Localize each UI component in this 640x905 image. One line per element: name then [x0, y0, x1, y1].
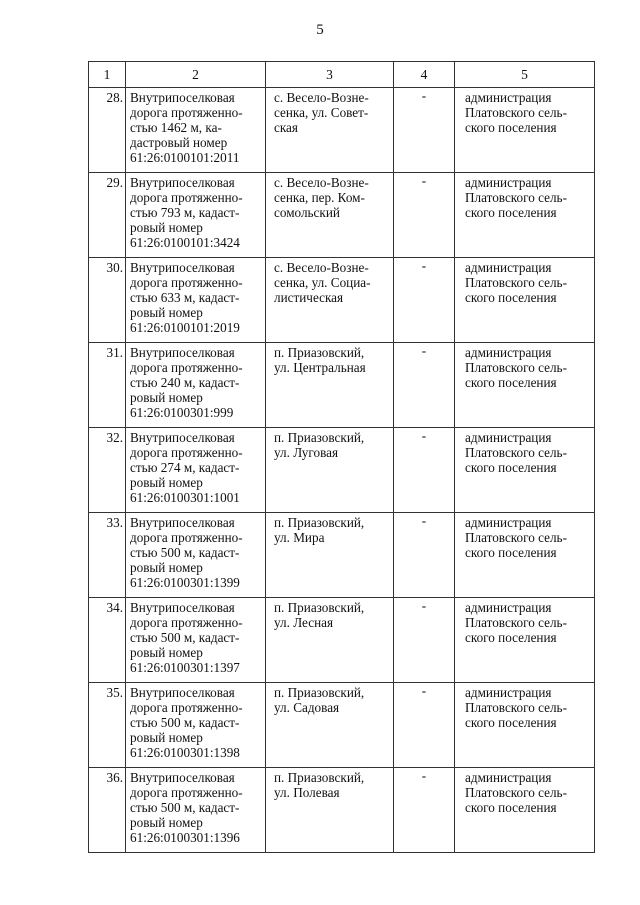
owner-line: ского поселения [465, 715, 557, 730]
object-address [266, 598, 394, 683]
object-description-line: стью 793 м, кадаст- [130, 205, 240, 220]
row-number: 34. [89, 598, 126, 683]
object-description-line: Внутрипоселковая [130, 685, 235, 700]
object-description-line: стью 500 м, кадаст- [130, 715, 240, 730]
object-description-line: стью 500 м, кадаст- [130, 800, 240, 815]
object-description-line: дорога протяженно- [130, 190, 243, 205]
object-description-line: 61:26:0100301:1396 [130, 830, 240, 845]
owner-line: администрация [465, 685, 552, 700]
column-4-value: - [394, 428, 455, 513]
owner [455, 768, 595, 853]
table-body [89, 88, 595, 853]
owner-line: ского поселения [465, 120, 557, 135]
object-address [266, 88, 394, 173]
object-description-line: Внутрипоселковая [130, 345, 235, 360]
owner-line: администрация [465, 260, 552, 275]
owner-line: Платовского сель- [465, 190, 567, 205]
owner-line: ского поселения [465, 545, 557, 560]
object-description-line: ровый номер [130, 305, 203, 320]
object-description [126, 598, 266, 683]
object-description-line: стью 500 м, кадаст- [130, 545, 240, 560]
object-description-line: дорога протяженно- [130, 275, 243, 290]
object-address-line: ул. Мира [274, 530, 325, 545]
owner-line: Платовского сель- [465, 700, 567, 715]
column-header: 5 [455, 62, 595, 88]
table-row [89, 768, 595, 853]
property-table [88, 61, 595, 853]
table-row [89, 513, 595, 598]
owner-line: Платовского сель- [465, 530, 567, 545]
object-address-line: сомольский [274, 205, 340, 220]
owner-line: администрация [465, 600, 552, 615]
owner [455, 258, 595, 343]
owner-line: Платовского сель- [465, 105, 567, 120]
column-header: 4 [394, 62, 455, 88]
owner-line: ского поселения [465, 630, 557, 645]
object-description-line: ровый номер [130, 560, 203, 575]
object-description-line: 61:26:0100301:1397 [130, 660, 240, 675]
table-row [89, 683, 595, 768]
owner [455, 513, 595, 598]
column-4-value: - [394, 513, 455, 598]
object-description-line: 61:26:0100301:1001 [130, 490, 240, 505]
owner [455, 88, 595, 173]
object-description [126, 513, 266, 598]
object-description-line: 61:26:0100301:1399 [130, 575, 240, 590]
owner-line: ского поселения [465, 800, 557, 815]
table-row [89, 598, 595, 683]
row-number: 29. [89, 173, 126, 258]
object-description-line: стью 240 м, кадаст- [130, 375, 240, 390]
object-description [126, 683, 266, 768]
object-description-line: дастровый номер [130, 135, 228, 150]
table-row [89, 88, 595, 173]
object-description-line: 61:26:0100301:1398 [130, 745, 240, 760]
object-description [126, 173, 266, 258]
owner-line: Платовского сель- [465, 445, 567, 460]
table-header-row [89, 62, 595, 88]
object-address-line: ская [274, 120, 298, 135]
object-address-line: с. Весело-Возне- [274, 175, 369, 190]
object-description-line: стью 500 м, кадаст- [130, 630, 240, 645]
object-description-line: ровый номер [130, 815, 203, 830]
table-row [89, 343, 595, 428]
object-description-line: дорога протяженно- [130, 360, 243, 375]
object-description-line: ровый номер [130, 475, 203, 490]
object-address-line: с. Весело-Возне- [274, 90, 369, 105]
object-address [266, 683, 394, 768]
object-description-line: дорога протяженно- [130, 105, 243, 120]
object-description-line: 61:26:0100101:2011 [130, 150, 240, 165]
object-address-line: п. Приазовский, [274, 515, 365, 530]
object-description-line: ровый номер [130, 730, 203, 745]
object-description-line: ровый номер [130, 220, 203, 235]
object-address-line: п. Приазовский, [274, 430, 365, 445]
object-address-line: ул. Центральная [274, 360, 366, 375]
owner-line: администрация [465, 770, 552, 785]
object-address-line: сенка, ул. Социа- [274, 275, 371, 290]
object-description-line: Внутрипоселковая [130, 515, 235, 530]
owner [455, 343, 595, 428]
column-4-value: - [394, 343, 455, 428]
object-description-line: ровый номер [130, 390, 203, 405]
owner-line: Платовского сель- [465, 275, 567, 290]
column-4-value: - [394, 173, 455, 258]
object-address-line: п. Приазовский, [274, 770, 365, 785]
table-row [89, 173, 595, 258]
column-4-value: - [394, 258, 455, 343]
object-address [266, 173, 394, 258]
object-description-line: дорога протяженно- [130, 700, 243, 715]
object-description [126, 428, 266, 513]
row-number: 31. [89, 343, 126, 428]
object-description-line: дорога протяженно- [130, 445, 243, 460]
row-number: 30. [89, 258, 126, 343]
object-address [266, 343, 394, 428]
object-description-line: 61:26:0100101:3424 [130, 235, 240, 250]
object-address-line: сенка, пер. Ком- [274, 190, 365, 205]
object-description-line: Внутрипоселковая [130, 260, 235, 275]
owner [455, 683, 595, 768]
owner-line: администрация [465, 515, 552, 530]
object-description [126, 258, 266, 343]
row-number: 35. [89, 683, 126, 768]
object-description [126, 88, 266, 173]
table-row [89, 258, 595, 343]
object-description-line: Внутрипоселковая [130, 90, 235, 105]
column-header: 3 [266, 62, 394, 88]
object-description-line: Внутрипоселковая [130, 430, 235, 445]
object-address [266, 768, 394, 853]
owner-line: ского поселения [465, 290, 557, 305]
object-description-line: стью 633 м, кадаст- [130, 290, 240, 305]
object-address-line: п. Приазовский, [274, 345, 365, 360]
owner-line: ского поселения [465, 375, 557, 390]
object-address-line: листическая [274, 290, 344, 305]
object-description-line: 61:26:0100101:2019 [130, 320, 240, 335]
owner-line: Платовского сель- [465, 785, 567, 800]
column-4-value: - [394, 768, 455, 853]
page-number: 5 [316, 22, 324, 38]
object-description [126, 768, 266, 853]
object-address [266, 513, 394, 598]
row-number: 33. [89, 513, 126, 598]
object-address-line: п. Приазовский, [274, 600, 365, 615]
row-number: 28. [89, 88, 126, 173]
column-4-value: - [394, 598, 455, 683]
object-description-line: 61:26:0100301:999 [130, 405, 234, 420]
column-4-value: - [394, 88, 455, 173]
owner-line: ского поселения [465, 460, 557, 475]
object-description [126, 343, 266, 428]
owner-line: Платовского сель- [465, 360, 567, 375]
owner [455, 173, 595, 258]
row-number: 36. [89, 768, 126, 853]
object-address-line: сенка, ул. Совет- [274, 105, 369, 120]
object-description-line: стью 1462 м, ка- [130, 120, 222, 135]
owner [455, 428, 595, 513]
object-address-line: с. Весело-Возне- [274, 260, 369, 275]
owner-line: ского поселения [465, 205, 557, 220]
owner-line: Платовского сель- [465, 615, 567, 630]
table-row [89, 428, 595, 513]
object-description-line: Внутрипоселковая [130, 175, 235, 190]
owner-line: администрация [465, 345, 552, 360]
object-address-line: ул. Луговая [274, 445, 339, 460]
object-address [266, 428, 394, 513]
object-address-line: ул. Полевая [274, 785, 340, 800]
row-number: 32. [89, 428, 126, 513]
object-description-line: Внутрипоселковая [130, 600, 235, 615]
object-description-line: дорога протяженно- [130, 785, 243, 800]
object-address-line: п. Приазовский, [274, 685, 365, 700]
owner-line: администрация [465, 90, 552, 105]
object-description-line: Внутрипоселковая [130, 770, 235, 785]
object-address-line: ул. Лесная [274, 615, 334, 630]
owner [455, 598, 595, 683]
object-description-line: ровый номер [130, 645, 203, 660]
object-description-line: дорога протяженно- [130, 530, 243, 545]
owner-line: администрация [465, 430, 552, 445]
object-description-line: дорога протяженно- [130, 615, 243, 630]
column-header: 2 [126, 62, 266, 88]
column-header: 1 [89, 62, 126, 88]
object-address-line: ул. Садовая [274, 700, 340, 715]
object-description-line: стью 274 м, кадаст- [130, 460, 240, 475]
column-4-value: - [394, 683, 455, 768]
owner-line: администрация [465, 175, 552, 190]
object-address [266, 258, 394, 343]
